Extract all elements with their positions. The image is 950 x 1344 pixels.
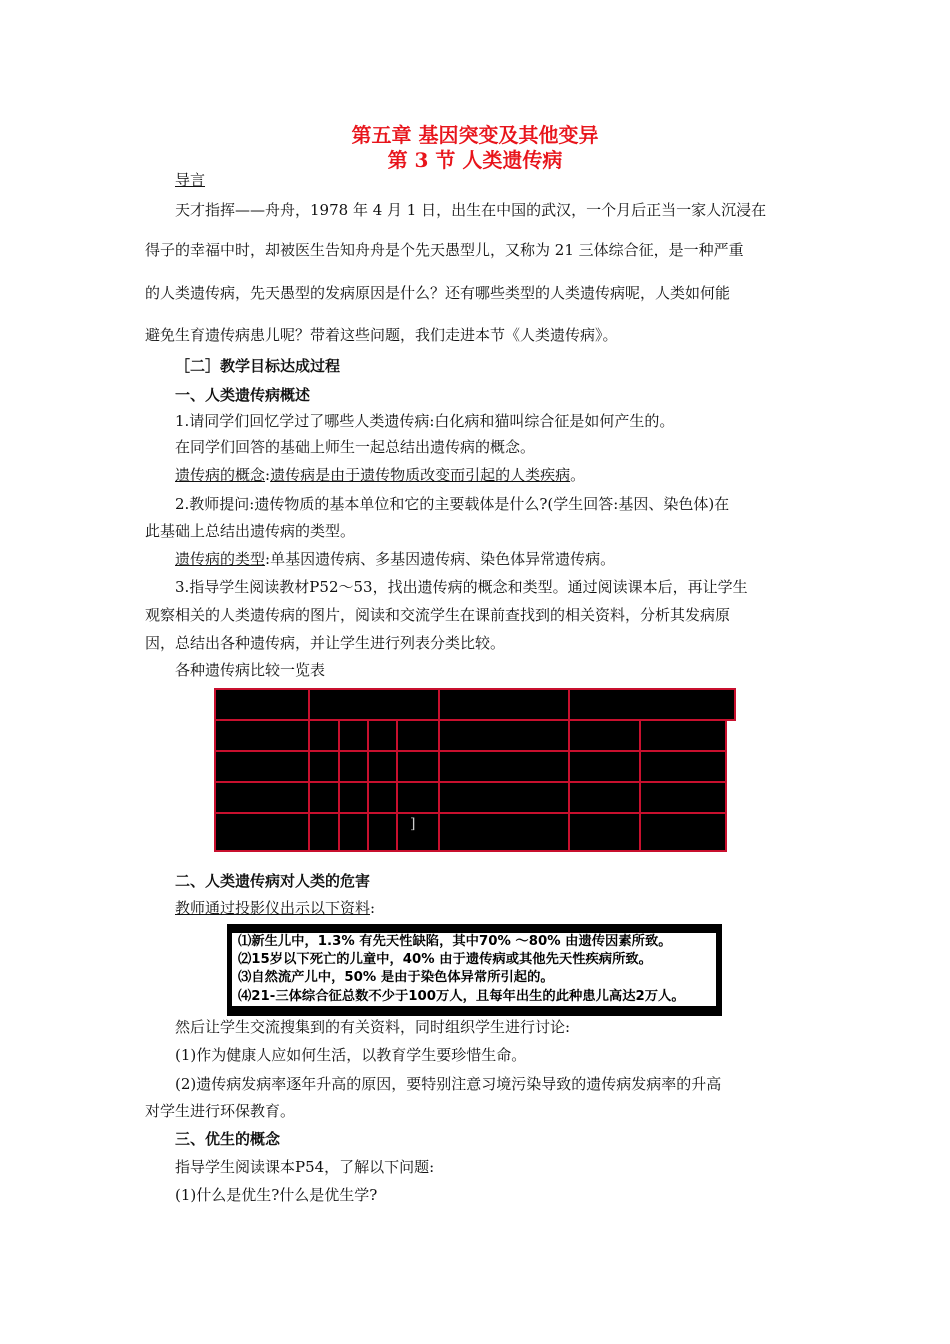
intro-line-2: 得子的幸福中时，却被医生告知舟舟是个先天愚型儿，又称为 21 三体综合征，是一种严重 <box>145 241 744 259</box>
process-heading: ［二］教学目标达成过程 <box>175 357 341 375</box>
comparison-table <box>214 688 736 852</box>
section2-intro: 教师通过投影仪出示以下资料 <box>175 899 371 917</box>
section2-q2a: (2)遗传病发病率逐年升高的原因，要特别注意习境污染导致的遗传病发病率的升高 <box>175 1075 722 1093</box>
intro-line-1: 天才指挥——舟舟，1978 年 4 月 1 日，出生在中国的武汉，一个月后正当一家人沉浸在 <box>175 201 767 219</box>
concept-line: 遗传病的概念:遗传病是由于遗传物质改变而引起的人类疾病。 <box>175 466 586 484</box>
section2-heading: 二、人类遗传病对人类的危害 <box>175 872 371 890</box>
section1-p3c: 因，总结出各种遗传病，并让学生进行列表分类比较。 <box>145 634 506 652</box>
section1-p1: 1.请同学们回忆学过了哪些人类遗传病:白化病和猫叫综合征是如何产生的。 <box>175 412 675 430</box>
section1-heading: 一、人类遗传病概述 <box>175 386 311 404</box>
section1-p1b: 在同学们回答的基础上师生一起总结出遗传病的概念。 <box>175 438 536 456</box>
section1-p3b: 观察相关的人类遗传病的图片，阅读和交流学生在课前查找到的相关资料，分析其发病原 <box>145 606 731 624</box>
concept-text: 遗传病是由于遗传物质改变而引起的人类疾病 <box>270 466 571 484</box>
section1-p2a: 2.教师提问:遗传物质的基本单位和它的主要载体是什么?(学生回答:基因、染色体)在 <box>175 495 730 513</box>
section1-p2b: 此基础上总结出遗传病的类型。 <box>145 522 356 540</box>
section2-q1: (1)作为健康人应如何生活，以教育学生要珍惜生命。 <box>175 1046 527 1064</box>
section2-q2b: 对学生进行环保教育。 <box>145 1102 296 1120</box>
section3-q1: (1)什么是优生?什么是优生学? <box>175 1186 378 1204</box>
section3-p1: 指导学生阅读课本P54，了解以下问题: <box>175 1158 435 1176</box>
intro-line-3: 的人类遗传病，先天愚型的发病原因是什么？还有哪些类型的人类遗传病呢，人类如何能 <box>145 284 731 302</box>
types-label: 遗传病的类型 <box>175 550 266 568</box>
section2-discuss: 然后让学生交流搜集到的有关资料，同时组织学生进行讨论: <box>175 1018 571 1036</box>
chapter-title: 第五章 基因突变及其他变异 <box>351 123 599 147</box>
types-line <box>175 549 810 569</box>
section1-p3a: 3.指导学生阅读教材P52～53，找出遗传病的概念和类型。通过阅读课本后，再让学生 <box>175 578 748 596</box>
material-line-1: ⑴新生儿中，1.3% 有先天性缺陷，其中70% ～80% 由遗传因素所致。 <box>238 934 672 949</box>
table-caption: 各种遗传病比较一览表 <box>175 661 326 679</box>
intro-line-4: 避免生育遗传病患儿呢？带着这些问题，我们走进本节《人类遗传病》。 <box>145 326 618 344</box>
table-mark: ] <box>410 816 416 832</box>
section3-heading: 三、优生的概念 <box>175 1130 281 1148</box>
material-line-2: ⑵15岁以下死亡的儿童中，40% 由于遗传病或其他先天性疾病所致。 <box>238 952 652 967</box>
projected-material <box>227 924 722 1016</box>
types-text: :单基因遗传病、多基因遗传病、染色体异常遗传病。 <box>265 550 616 568</box>
section2-intro-line: 教师通过投影仪出示以下资料: <box>175 899 376 917</box>
material-line-3: ⑶自然流产儿中，50% 是由于染色体异常所引起的。 <box>238 970 554 985</box>
intro-heading: 导言 <box>175 171 206 189</box>
section-title: 第 3 节 人类遗传病 <box>387 148 563 172</box>
concept-label: 遗传病的概念 <box>175 466 266 484</box>
material-line-4: ⑷21-三体综合征总数不少于100万人，且每年出生的此种患儿高达2万人。 <box>238 989 685 1004</box>
